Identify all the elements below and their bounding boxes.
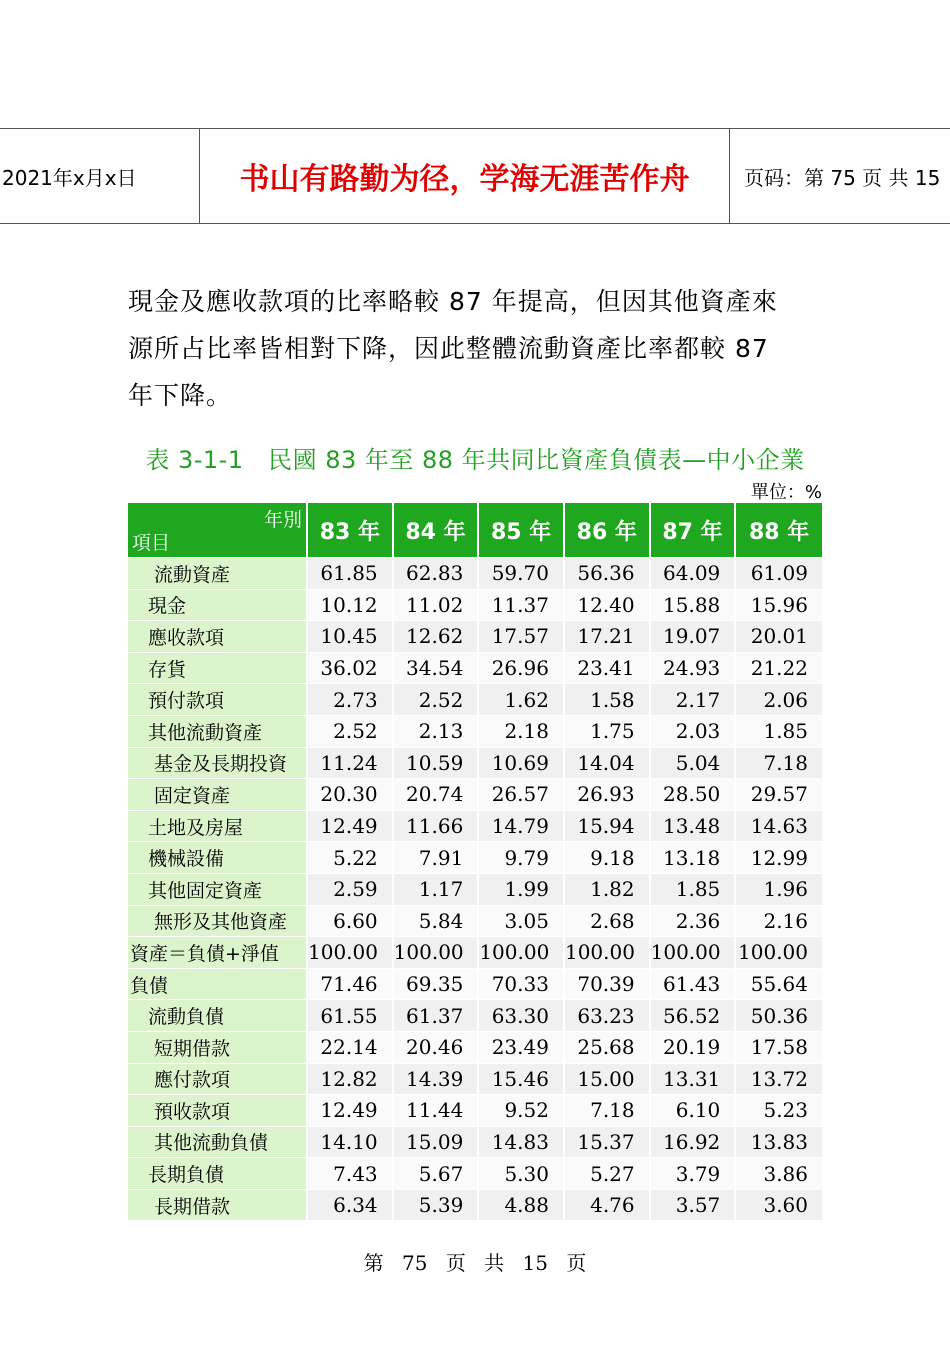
value-cell: 23.49 bbox=[479, 1031, 565, 1063]
value-cell: 2.52 bbox=[308, 715, 394, 747]
value-cell: 14.79 bbox=[479, 810, 565, 842]
value-cell: 15.94 bbox=[565, 810, 651, 842]
value-cell: 1.99 bbox=[479, 873, 565, 905]
value-cell: 2.73 bbox=[308, 683, 394, 715]
table-row bbox=[128, 715, 822, 747]
value-cell: 13.83 bbox=[736, 1126, 822, 1158]
table-row bbox=[128, 778, 822, 810]
value-cell: 16.92 bbox=[651, 1126, 737, 1158]
value-cell: 9.18 bbox=[565, 841, 651, 873]
body-paragraph bbox=[128, 278, 828, 419]
value-cell: 61.55 bbox=[308, 999, 394, 1031]
row-label: 負債 bbox=[128, 968, 308, 1000]
value-cell: 12.62 bbox=[394, 620, 480, 652]
value-cell: 12.49 bbox=[308, 1094, 394, 1126]
value-cell: 5.22 bbox=[308, 841, 394, 873]
value-cell: 100.00 bbox=[479, 936, 565, 968]
value-cell: 11.66 bbox=[394, 810, 480, 842]
value-cell: 5.27 bbox=[565, 1157, 651, 1189]
value-cell: 21.22 bbox=[736, 652, 822, 684]
value-cell: 100.00 bbox=[394, 936, 480, 968]
table-row bbox=[128, 747, 822, 779]
table-caption: 表 3-1-1 民國 83 年至 88 年共同比資產負債表—中小企業 bbox=[145, 446, 805, 474]
value-cell: 70.39 bbox=[565, 968, 651, 1000]
value-cell: 61.43 bbox=[651, 968, 737, 1000]
value-cell: 100.00 bbox=[308, 936, 394, 968]
value-cell: 69.35 bbox=[394, 968, 480, 1000]
value-cell: 4.88 bbox=[479, 1189, 565, 1221]
header-date: 2021年x月x日 bbox=[0, 129, 200, 223]
value-cell: 17.57 bbox=[479, 620, 565, 652]
value-cell: 2.17 bbox=[651, 683, 737, 715]
table-row bbox=[128, 936, 822, 968]
row-label: 存貨 bbox=[128, 652, 308, 684]
value-cell: 11.44 bbox=[394, 1094, 480, 1126]
footer-total-pages: 15 bbox=[522, 1251, 548, 1275]
row-label: 流動資產 bbox=[128, 557, 308, 589]
value-cell: 70.33 bbox=[479, 968, 565, 1000]
value-cell: 50.36 bbox=[736, 999, 822, 1031]
value-cell: 11.24 bbox=[308, 747, 394, 779]
year-header: 85 年 bbox=[479, 503, 565, 557]
table-row bbox=[128, 652, 822, 684]
row-label: 固定資產 bbox=[128, 778, 308, 810]
value-cell: 1.62 bbox=[479, 683, 565, 715]
footer-page-number: 75 bbox=[402, 1251, 428, 1275]
header-page-info: 页码：第 75 页 共 15 bbox=[744, 165, 941, 190]
value-cell: 19.07 bbox=[651, 620, 737, 652]
value-cell: 12.82 bbox=[308, 1063, 394, 1095]
paragraph-line: 年下降。 bbox=[128, 381, 233, 410]
value-cell: 15.46 bbox=[479, 1063, 565, 1095]
value-cell: 26.96 bbox=[479, 652, 565, 684]
value-cell: 55.64 bbox=[736, 968, 822, 1000]
footer-di: 第 bbox=[363, 1251, 384, 1275]
value-cell: 14.83 bbox=[479, 1126, 565, 1158]
value-cell: 4.76 bbox=[565, 1189, 651, 1221]
value-cell: 1.75 bbox=[565, 715, 651, 747]
table-row bbox=[128, 810, 822, 842]
value-cell: 20.30 bbox=[308, 778, 394, 810]
value-cell: 64.09 bbox=[651, 557, 737, 589]
row-label: 預收款項 bbox=[128, 1094, 308, 1126]
paragraph-line: 源所占比率皆相對下降，因此整體流動資產比率都較 87 bbox=[128, 334, 769, 363]
value-cell: 5.67 bbox=[394, 1157, 480, 1189]
row-label: 資產＝負債+淨值 bbox=[128, 936, 308, 968]
value-cell: 10.45 bbox=[308, 620, 394, 652]
value-cell: 13.18 bbox=[651, 841, 737, 873]
row-label: 流動負債 bbox=[128, 999, 308, 1031]
value-cell: 9.52 bbox=[479, 1094, 565, 1126]
value-cell: 5.30 bbox=[479, 1157, 565, 1189]
value-cell: 1.58 bbox=[565, 683, 651, 715]
table-row bbox=[128, 1126, 822, 1158]
value-cell: 17.58 bbox=[736, 1031, 822, 1063]
value-cell: 15.96 bbox=[736, 589, 822, 621]
table-row bbox=[128, 968, 822, 1000]
value-cell: 14.04 bbox=[565, 747, 651, 779]
table-body bbox=[128, 557, 822, 1220]
value-cell: 3.86 bbox=[736, 1157, 822, 1189]
year-header: 88 年 bbox=[736, 503, 822, 557]
value-cell: 56.36 bbox=[565, 557, 651, 589]
table-row bbox=[128, 1094, 822, 1126]
year-header: 83 年 bbox=[308, 503, 394, 557]
value-cell: 62.83 bbox=[394, 557, 480, 589]
value-cell: 13.72 bbox=[736, 1063, 822, 1095]
page-footer bbox=[0, 1247, 950, 1276]
value-cell: 100.00 bbox=[565, 936, 651, 968]
row-label: 機械設備 bbox=[128, 841, 308, 873]
value-cell: 61.09 bbox=[736, 557, 822, 589]
value-cell: 28.50 bbox=[651, 778, 737, 810]
table-row bbox=[128, 873, 822, 905]
header-motto: 书山有路勤为径，学海无涯苦作舟 bbox=[200, 129, 730, 223]
value-cell: 3.05 bbox=[479, 905, 565, 937]
value-cell: 2.06 bbox=[736, 683, 822, 715]
row-label: 無形及其他資產 bbox=[128, 905, 308, 937]
table-row bbox=[128, 1063, 822, 1095]
value-cell: 5.04 bbox=[651, 747, 737, 779]
value-cell: 2.18 bbox=[479, 715, 565, 747]
value-cell: 20.46 bbox=[394, 1031, 480, 1063]
value-cell: 25.68 bbox=[565, 1031, 651, 1063]
table-row bbox=[128, 683, 822, 715]
value-cell: 56.52 bbox=[651, 999, 737, 1031]
value-cell: 14.10 bbox=[308, 1126, 394, 1158]
value-cell: 100.00 bbox=[736, 936, 822, 968]
value-cell: 6.60 bbox=[308, 905, 394, 937]
value-cell: 23.41 bbox=[565, 652, 651, 684]
value-cell: 6.34 bbox=[308, 1189, 394, 1221]
table-row bbox=[128, 557, 822, 589]
value-cell: 100.00 bbox=[651, 936, 737, 968]
value-cell: 3.60 bbox=[736, 1189, 822, 1221]
value-cell: 29.57 bbox=[736, 778, 822, 810]
page-header bbox=[0, 128, 950, 224]
value-cell: 26.93 bbox=[565, 778, 651, 810]
row-label: 短期借款 bbox=[128, 1031, 308, 1063]
value-cell: 12.40 bbox=[565, 589, 651, 621]
table-row bbox=[128, 589, 822, 621]
footer-ye: 页 bbox=[445, 1251, 466, 1275]
row-label: 土地及房屋 bbox=[128, 810, 308, 842]
value-cell: 9.79 bbox=[479, 841, 565, 873]
row-label: 現金 bbox=[128, 589, 308, 621]
value-cell: 1.17 bbox=[394, 873, 480, 905]
value-cell: 20.19 bbox=[651, 1031, 737, 1063]
row-label: 應付款項 bbox=[128, 1063, 308, 1095]
value-cell: 1.96 bbox=[736, 873, 822, 905]
value-cell: 5.84 bbox=[394, 905, 480, 937]
value-cell: 2.03 bbox=[651, 715, 737, 747]
table-header-row bbox=[128, 503, 822, 557]
value-cell: 7.43 bbox=[308, 1157, 394, 1189]
value-cell: 36.02 bbox=[308, 652, 394, 684]
row-label: 長期負債 bbox=[128, 1157, 308, 1189]
value-cell: 59.70 bbox=[479, 557, 565, 589]
row-label: 應收款項 bbox=[128, 620, 308, 652]
value-cell: 61.37 bbox=[394, 999, 480, 1031]
value-cell: 2.13 bbox=[394, 715, 480, 747]
value-cell: 6.10 bbox=[651, 1094, 737, 1126]
value-cell: 15.88 bbox=[651, 589, 737, 621]
value-cell: 2.68 bbox=[565, 905, 651, 937]
value-cell: 15.09 bbox=[394, 1126, 480, 1158]
value-cell: 11.37 bbox=[479, 589, 565, 621]
row-label: 基金及長期投資 bbox=[128, 747, 308, 779]
footer-gong: 共 bbox=[484, 1251, 505, 1275]
year-header: 87 年 bbox=[651, 503, 737, 557]
value-cell: 2.59 bbox=[308, 873, 394, 905]
value-cell: 7.18 bbox=[565, 1094, 651, 1126]
year-header: 86 年 bbox=[565, 503, 651, 557]
value-cell: 15.37 bbox=[565, 1126, 651, 1158]
value-cell: 1.85 bbox=[651, 873, 737, 905]
table-row bbox=[128, 1031, 822, 1063]
value-cell: 5.39 bbox=[394, 1189, 480, 1221]
table-unit: 單位：% bbox=[750, 482, 822, 503]
value-cell: 34.54 bbox=[394, 652, 480, 684]
value-cell: 24.93 bbox=[651, 652, 737, 684]
value-cell: 2.16 bbox=[736, 905, 822, 937]
value-cell: 2.52 bbox=[394, 683, 480, 715]
row-label: 長期借款 bbox=[128, 1189, 308, 1221]
row-label: 其他固定資產 bbox=[128, 873, 308, 905]
value-cell: 26.57 bbox=[479, 778, 565, 810]
value-cell: 12.99 bbox=[736, 841, 822, 873]
value-cell: 7.91 bbox=[394, 841, 480, 873]
value-cell: 14.39 bbox=[394, 1063, 480, 1095]
value-cell: 3.79 bbox=[651, 1157, 737, 1189]
value-cell: 1.82 bbox=[565, 873, 651, 905]
value-cell: 20.74 bbox=[394, 778, 480, 810]
corner-item-label: 項目 bbox=[132, 532, 171, 554]
value-cell: 7.18 bbox=[736, 747, 822, 779]
value-cell: 22.14 bbox=[308, 1031, 394, 1063]
value-cell: 17.21 bbox=[565, 620, 651, 652]
row-label: 其他流動負債 bbox=[128, 1126, 308, 1158]
row-label: 其他流動資產 bbox=[128, 715, 308, 747]
value-cell: 63.23 bbox=[565, 999, 651, 1031]
value-cell: 12.49 bbox=[308, 810, 394, 842]
value-cell: 13.31 bbox=[651, 1063, 737, 1095]
value-cell: 14.63 bbox=[736, 810, 822, 842]
value-cell: 2.36 bbox=[651, 905, 737, 937]
value-cell: 13.48 bbox=[651, 810, 737, 842]
value-cell: 20.01 bbox=[736, 620, 822, 652]
value-cell: 71.46 bbox=[308, 968, 394, 1000]
paragraph-line: 現金及應收款項的比率略較 87 年提高，但因其他資產來 bbox=[128, 287, 778, 316]
balance-sheet-table bbox=[128, 503, 822, 1220]
corner-header bbox=[128, 503, 308, 557]
value-cell: 5.23 bbox=[736, 1094, 822, 1126]
table-row bbox=[128, 999, 822, 1031]
value-cell: 61.85 bbox=[308, 557, 394, 589]
row-label: 預付款項 bbox=[128, 683, 308, 715]
value-cell: 10.69 bbox=[479, 747, 565, 779]
value-cell: 10.12 bbox=[308, 589, 394, 621]
value-cell: 15.00 bbox=[565, 1063, 651, 1095]
footer-ye: 页 bbox=[566, 1251, 587, 1275]
value-cell: 3.57 bbox=[651, 1189, 737, 1221]
value-cell: 10.59 bbox=[394, 747, 480, 779]
table-row bbox=[128, 1189, 822, 1221]
value-cell: 11.02 bbox=[394, 589, 480, 621]
year-header: 84 年 bbox=[394, 503, 480, 557]
corner-year-label: 年別 bbox=[263, 509, 302, 531]
value-cell: 1.85 bbox=[736, 715, 822, 747]
value-cell: 63.30 bbox=[479, 999, 565, 1031]
table-row bbox=[128, 905, 822, 937]
table-row bbox=[128, 1157, 822, 1189]
table-row bbox=[128, 620, 822, 652]
table-row bbox=[128, 841, 822, 873]
